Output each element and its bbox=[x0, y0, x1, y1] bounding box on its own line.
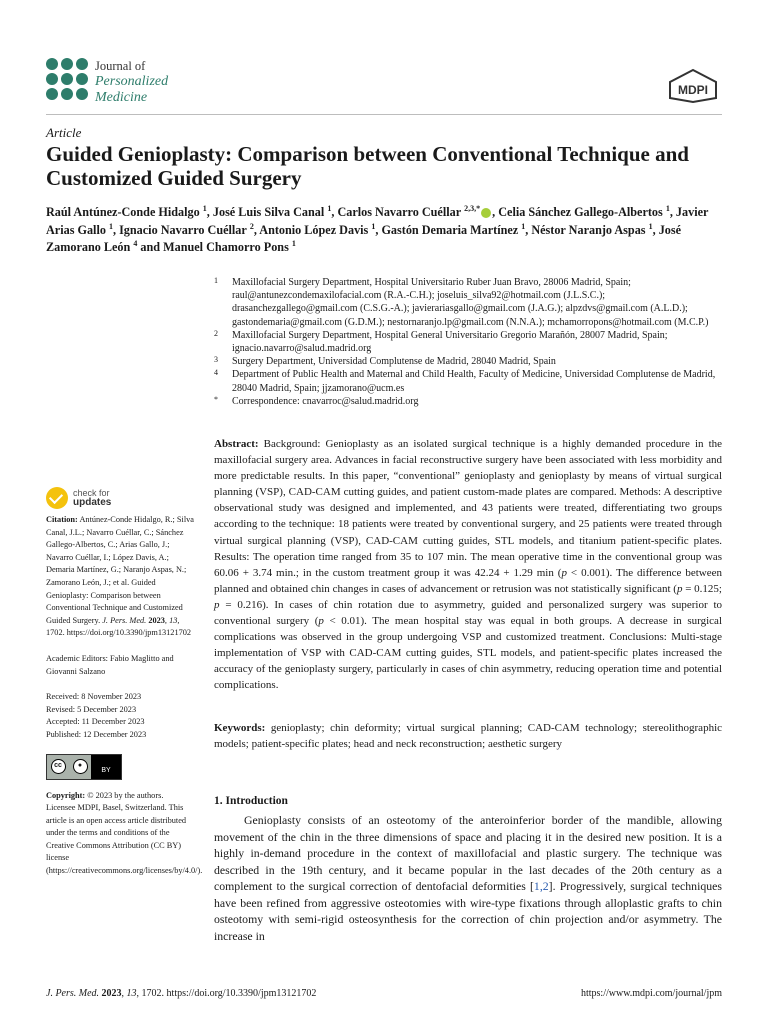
author-name: Manuel Chamorro Pons bbox=[163, 240, 292, 254]
mdpi-logo bbox=[666, 68, 720, 104]
check-updates-icon bbox=[46, 487, 68, 509]
author-name: Ignacio Navarro Cuéllar bbox=[119, 222, 250, 237]
affiliation-number: 3 bbox=[214, 355, 218, 365]
affiliations bbox=[214, 276, 724, 408]
header-rule bbox=[46, 114, 722, 115]
author-name: Carlos Navarro Cuéllar bbox=[337, 205, 465, 219]
author-affiliation-number: 1 bbox=[202, 203, 207, 213]
affiliation-text: Maxillofacial Surgery Department, Hospital General Universitario Gregorio Marañón, 28007 Madrid, Spain; ignacio.navarro@salud.madrid.org bbox=[232, 329, 668, 355]
footer-journal-url[interactable]: https://www.mdpi.com/journal/jpm bbox=[580, 988, 722, 999]
check-for-updates-button[interactable]: check for updates bbox=[46, 484, 136, 512]
affiliation-number: 1 bbox=[214, 276, 218, 285]
article-type: Article bbox=[46, 125, 82, 140]
revised-date: Revised: 5 December 2023 bbox=[46, 704, 137, 714]
received-date: Received: 8 November 2023 bbox=[46, 692, 142, 702]
affiliation-item bbox=[214, 368, 724, 394]
author-name: Javier Arias Gallo bbox=[46, 205, 709, 237]
affiliation-number: 2 bbox=[214, 328, 218, 338]
author-affiliation-number: 4 bbox=[133, 238, 138, 248]
article-info-sidebar bbox=[46, 514, 203, 878]
author-affiliation-number: 1 bbox=[327, 203, 332, 213]
author-affiliation-number: 1 bbox=[371, 221, 376, 231]
affiliation-text: Correspondence: cnavarroc@salud.madrid.org bbox=[232, 395, 419, 407]
footer-citation: J. Pers. Med. 2023, 13, 1702. https://doi.org/10.3390/jpm13121702 bbox=[46, 988, 317, 999]
copyright: Copyright: © 2023 by the authors. Licensee MDPI, Basel, Switzerland. This article is an open access article distributed under the terms and conditions of the Creative Commons Attribution (CC BY) license (https://creativecommons.org/licenses/by/4.0/). bbox=[46, 790, 203, 876]
abstract: Abstract: Background: Genioplasty as an isolated surgical technique is a highly demanded procedure in the maxillofacial surgery area. Advances in facial reconstructive surgery have been associated with less morbidity and more predictable results. In this paper, “conventional” genioplasty and genioplasty by means of virtual surgical planning (VSP), CAD-CAM cutting guides, and patient custom-made plates are compared. Methods: A descriptive observational study was designed and implemented, and 43 patients were treated, differentiating two groups according to the technique: 18 patients were treated by conventional surgery, and 25 patients were treated through virtual surgical planning (VSP), CAD-CAM cutting guides, STL models, and titanium patient-specific plates. Results: The operation time ranged from 35 to 107 min. The mean operative time in the conventional group was 60.06 + 3.74 min.; in the custom treatment group it was 42.24 + 1.29 min (p < 0.001). The difference between planned and obtained chin changes in cases of advancement or retrusion was not statistically significant (p = 0.125; p = 0.216). In cases of chin rotation due to asymmetry, guided and personalized surgery was superior to conventional surgery (p < 0.01). The mean hospital stay was equal in both groups. A decrease in surgical complications was observed in the group undergoing VSP and customized treatment. Conclusions: Multi-stage implementation of VSP with CAD-CAM cutting guides, STL models, and patient-specific plates increased the accuracy of the genioplasty surgery, particularly in cases of chin asymmetry, reducing operation time and potential complications. bbox=[214, 438, 723, 692]
author-affiliation-number: 1 bbox=[665, 203, 670, 213]
author-name: Néstor Naranjo Aspas bbox=[531, 222, 649, 237]
journal-logo bbox=[46, 58, 88, 100]
author-affiliation-number: 1 bbox=[648, 221, 653, 231]
affiliation-number: 4 bbox=[214, 368, 218, 378]
author-name: Celia Sánchez Gallego-Albertos bbox=[498, 205, 666, 219]
author-name: Raúl Antúnez-Conde Hidalgo bbox=[46, 205, 203, 219]
affiliation-text: Department of Public Health and Maternal and Child Health, Faculty of Medicine, Universidad Complutense de Madrid, 28040 Madrid, Spain; jjzamorano@ucm.es bbox=[232, 369, 716, 394]
citation: Citation: Antúnez-Conde Hidalgo, R.; Silva Canal, J.L.; Navarro Cuéllar, C.; Sánchez Gallego-Albertos, C.; Arias Gallo, J.; Navarro Cuéllar, I.; López Davis, A.; Demaria Martínez, G.; Naranjo Aspas, N.; Zamorano León, J.; et al. Guided Genioplasty: Comparison between Conventional Technique and Customized Guided Surgery. J. Pers. Med. 2023, 13, 1702. https://doi.org/10.3390/jpm13121702 bbox=[46, 515, 194, 638]
author-affiliation-number: 2 bbox=[249, 221, 254, 231]
affiliation-number: * bbox=[214, 394, 218, 404]
affiliation-item bbox=[214, 355, 724, 368]
attribution-icon: ● bbox=[73, 759, 88, 774]
paper-title: Guided Genioplasty: Comparison between Conventional Technique and Customized Guided Surgery bbox=[46, 142, 689, 190]
author-affiliation-number: 1 bbox=[291, 238, 296, 248]
academic-editors: Academic Editors: Fabio Maglitto and Giovanni Salzano bbox=[46, 653, 174, 676]
author-name: Gastón Demaria Martínez bbox=[381, 222, 522, 237]
accepted-date: Accepted: 11 December 2023 bbox=[46, 717, 145, 727]
section-heading-introduction: 1. Introduction bbox=[214, 795, 288, 807]
journal-name: Journal of Personalized Medicine bbox=[95, 59, 169, 105]
affiliation-item bbox=[214, 395, 724, 408]
author-affiliation-number: 2,3,* bbox=[464, 203, 481, 213]
affiliation-item bbox=[214, 329, 724, 355]
cc-icon: cc bbox=[51, 759, 66, 774]
author-name: Antonio López Davis bbox=[259, 222, 372, 237]
svg-text:MDPI: MDPI bbox=[678, 83, 708, 97]
author-affiliation-number: 1 bbox=[521, 221, 526, 231]
affiliation-text: Maxillofacial Surgery Department, Hospital Universitario Ruber Juan Bravo, 28006 Madrid, Spain; raul@antunezcondemaxilofacial.com (R.A.-C.H.); joseluis_silva92@hotmail.com (J.L.S.C.); drasanchezgallego@gmail.com (C.S.G.-A.); javierariasgallo@gmail.com (J.A.G.); alpzdvs@gmail.com (A.L.D.); gastondemaria@gmail.com (G.D.M.); nestornaranjo.lp@gmail.com (N.N.A.); mchamorropons@hotmail.com (M.C.P.) bbox=[232, 277, 709, 328]
author-name: José Luis Silva Canal bbox=[212, 205, 328, 219]
keywords: Keywords: genioplasty; chin deformity; virtual surgical planning; CAD-CAM technology; stereolithographic models; patient-specific plates; head and neck reconstruction; aesthetic surgery bbox=[214, 722, 723, 751]
affiliation-text: Surgery Department, Universidad Complutense de Madrid, 28040 Madrid, Spain bbox=[232, 356, 556, 368]
introduction-paragraph: Genioplasty consists of an osteotomy of the anteroinferior border of the mandible, allowing movement of the chin in the three dimensions of space and placing it in the desired new position. It is a highly in-demand procedure in the context of maxillofacial and plastic surgery. The technique was described in the 19th century, and it became popular in the last decades of the 20th century as a complement to the surgical correction of dentofacial deformities [1,2]. Progressively, surgical techniques have been refined from aggressive osteotomies with wire-type fixations through alloplastic grafts to chin osteotomy with semi-rigid osteosynthesis for the correction of chin projection and/or asymmetry. The increase in bbox=[214, 813, 722, 943]
author-name: José Zamorano León bbox=[46, 222, 682, 254]
author-list: Raúl Antúnez-Conde Hidalgo $^1$, José Luis Silva Canal $^1$, Carlos Navarro Cuéllar $^{2,3,*}$ , Celia Sánchez Gallego-Albertos $^1$, Javier Arias Gallo $^1$, Ignacio Navarro Cuéllar $^2$, Antonio López Davis $^1$, Gastón Demaria Martínez $^1$, Néstor Naranjo Aspas $^1$, José Zamorano León $^4$ and Manuel Chamorro Pons $^1$ bbox=[46, 203, 709, 254]
cc-by-license-badge[interactable]: cc ● BY bbox=[46, 754, 122, 780]
reference-link[interactable]: 1,2 bbox=[533, 879, 549, 893]
published-date: Published: 12 December 2023 bbox=[46, 729, 147, 739]
orcid-icon[interactable] bbox=[481, 208, 491, 218]
author-affiliation-number: 1 bbox=[108, 221, 113, 231]
affiliation-item bbox=[214, 276, 724, 329]
